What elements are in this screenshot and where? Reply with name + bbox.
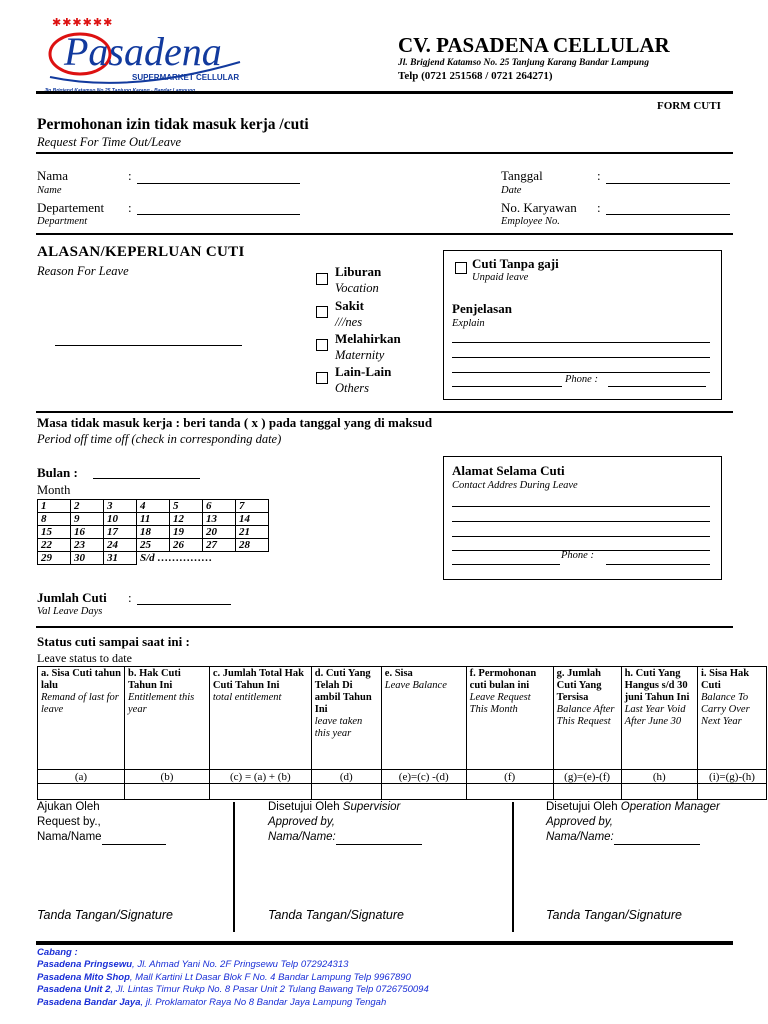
status-value-e[interactable] xyxy=(381,784,466,800)
logo-text: Pasadena xyxy=(64,29,222,74)
status-key: (d) xyxy=(311,770,381,784)
period-title: Masa tidak masuk kerja : beri tanda ( x ) pada tanggal yang di maksud xyxy=(37,415,433,430)
calendar-row xyxy=(38,552,269,565)
status-key: (c) = (a) + (b) xyxy=(209,770,311,784)
unpaid-phone-label: Phone : xyxy=(565,374,598,385)
calendar-day[interactable]: 23 xyxy=(71,539,104,552)
status-col-a: a. Sisa Cuti tahun lalu Remand of last for leave xyxy=(38,667,125,770)
requester-title: Ajukan Oleh xyxy=(37,801,100,813)
company-name: CV. PASADENA CELLULAR xyxy=(398,33,670,57)
calendar-row xyxy=(38,513,269,526)
calendar-day[interactable]: 8 xyxy=(38,513,71,526)
supervisor-title-role: Supervisior xyxy=(342,801,401,813)
supervisor-title: Disetujui Oleh xyxy=(268,801,340,813)
status-value-row xyxy=(38,784,767,800)
address-title: Alamat Selama Cuti xyxy=(452,463,565,478)
calendar-day[interactable]: 1 xyxy=(38,500,71,513)
total-leave-field[interactable] xyxy=(137,604,231,605)
total-leave-colon: : xyxy=(128,590,132,605)
address-contact-line[interactable] xyxy=(452,564,560,565)
status-col-i: i. Sisa Hak Cuti Balance To Carry Over Next Year xyxy=(697,667,766,770)
name-label: Nama xyxy=(37,168,69,183)
calendar-day[interactable]: 12 xyxy=(170,513,203,526)
fields-divider xyxy=(36,233,733,235)
department-label: Departement xyxy=(37,200,105,215)
footer-divider xyxy=(36,941,733,945)
status-value-f[interactable] xyxy=(466,784,553,800)
address-line-2[interactable] xyxy=(452,521,710,522)
calendar-day[interactable]: 6 xyxy=(203,500,236,513)
calendar-day[interactable]: 9 xyxy=(71,513,104,526)
reason-field[interactable] xyxy=(55,345,242,346)
signature-divider-2 xyxy=(512,802,514,932)
employee-no-colon: : xyxy=(597,200,601,215)
calendar-day[interactable]: 15 xyxy=(38,526,71,539)
status-key: (b) xyxy=(125,770,210,784)
address-line-1[interactable] xyxy=(452,506,710,507)
calendar-day[interactable]: 31 xyxy=(104,552,137,565)
calendar-range[interactable]: S/d …………… xyxy=(137,552,269,565)
supervisor-signature: Tanda Tangan/Signature xyxy=(268,908,404,922)
status-key: (i)=(g)-(h) xyxy=(697,770,766,784)
department-colon: : xyxy=(128,200,132,215)
calendar-day[interactable]: 11 xyxy=(137,513,170,526)
address-phone-label: Phone : xyxy=(561,550,594,561)
month-label-en: Month xyxy=(37,483,71,497)
date-label-en: Date xyxy=(501,185,522,196)
branch-item: Pasadena Bandar Jaya, jl. Proklamator Raya No 8 Bandar Jaya Lampung Tengah xyxy=(37,996,387,1008)
status-col-f: f. Permohonan cuti bulan ini Leave Request This Month xyxy=(466,667,553,770)
status-key: (f) xyxy=(466,770,553,784)
calendar-day[interactable]: 2 xyxy=(71,500,104,513)
supervisor-name-label: Nama/Name: xyxy=(268,831,336,843)
status-key: (h) xyxy=(621,770,697,784)
option-liburan: Liburan xyxy=(335,264,382,279)
branch-item: Pasadena Pringsewu, Jl. Ahmad Yani No. 2F Pringsewu Telp 072924313 xyxy=(37,959,349,971)
option-melahirkan-en: Maternity xyxy=(335,348,385,362)
manager-title-role: Operation Manager xyxy=(620,801,720,813)
option-melahirkan: Melahirkan xyxy=(335,331,401,346)
calendar-day[interactable]: 27 xyxy=(203,539,236,552)
checkbox-melahirkan[interactable] xyxy=(316,339,328,351)
requester-by: Request by., xyxy=(37,816,101,828)
explain-line-3[interactable] xyxy=(452,372,710,373)
branches-list xyxy=(37,947,429,1009)
name-colon: : xyxy=(128,168,132,183)
calendar-table xyxy=(37,499,269,565)
explain-label-en: Explain xyxy=(452,318,485,329)
status-value-g[interactable] xyxy=(553,784,621,800)
calendar-day[interactable]: 25 xyxy=(137,539,170,552)
company-address: Jl. Brigjend Katamso No. 25 Tanjung Karang Bandar Lampung xyxy=(398,58,649,68)
status-title-en: Leave status to date xyxy=(37,651,132,665)
manager-title: Disetujui Oleh xyxy=(546,801,618,813)
calendar-day[interactable]: 29 xyxy=(38,552,71,565)
calendar-row xyxy=(38,526,269,539)
unpaid-label-en: Unpaid leave xyxy=(472,272,529,283)
status-key: (e)=(c) -(d) xyxy=(381,770,466,784)
logo-stars: ✱✱✱✱✱✱ xyxy=(52,17,114,29)
calendar-day[interactable]: 22 xyxy=(38,539,71,552)
signature-block-requester xyxy=(37,800,166,845)
calendar-day[interactable]: 10 xyxy=(104,513,137,526)
option-lain-lain: Lain-Lain xyxy=(335,364,392,379)
name-label-en: Name xyxy=(37,185,62,196)
header-divider xyxy=(36,91,733,94)
status-col-b: b. Hak Cuti Tahun Ini Entitlement this year xyxy=(125,667,210,770)
calendar-day[interactable]: 16 xyxy=(71,526,104,539)
explain-label: Penjelasan xyxy=(452,301,512,316)
unpaid-phone-field[interactable] xyxy=(608,386,706,387)
date-field[interactable] xyxy=(606,183,730,184)
form-title: Permohonan izin tidak masuk kerja /cuti xyxy=(37,116,309,133)
status-key: (g)=(e)-(f) xyxy=(553,770,621,784)
status-value-a[interactable] xyxy=(38,784,125,800)
total-leave-label: Jumlah Cuti xyxy=(37,590,107,605)
status-value-h[interactable] xyxy=(621,784,697,800)
status-col-h: h. Cuti Yang Hangus s/d 30 juni Tahun Ini Last Year Void After June 30 xyxy=(621,667,697,770)
status-key-row xyxy=(38,770,767,784)
form-title-en: Request For Time Out/Leave xyxy=(37,135,182,149)
supervisor-by: Approved by, xyxy=(268,816,335,828)
total-leave-label-en: Val Leave Days xyxy=(37,606,103,617)
date-colon: : xyxy=(597,168,601,183)
employee-no-label: No. Karyawan xyxy=(501,200,577,215)
department-field[interactable] xyxy=(137,214,300,215)
unpaid-contact-line[interactable] xyxy=(452,386,562,387)
status-key: (a) xyxy=(38,770,125,784)
calendar-day[interactable]: 7 xyxy=(236,500,269,513)
status-col-c: c. Jumlah Total Hak Cuti Tahun Ini total entitlement xyxy=(209,667,311,770)
option-sakit-en: ///nes xyxy=(335,315,363,329)
unpaid-label: Cuti Tanpa gaji xyxy=(472,256,559,271)
checkbox-sakit[interactable] xyxy=(316,306,328,318)
employee-no-label-en: Employee No. xyxy=(501,216,560,227)
calendar-day[interactable]: 17 xyxy=(104,526,137,539)
department-label-en: Department xyxy=(37,216,88,227)
address-title-en: Contact Addres During Leave xyxy=(452,480,578,491)
option-lain-lain-en: Others xyxy=(335,381,370,395)
requester-name-field[interactable] xyxy=(102,844,166,845)
explain-line-2[interactable] xyxy=(452,357,710,358)
calendar-day[interactable]: 18 xyxy=(137,526,170,539)
explain-line-1[interactable] xyxy=(452,342,710,343)
calendar-day[interactable]: 28 xyxy=(236,539,269,552)
calendar-row xyxy=(38,500,269,513)
address-line-3[interactable] xyxy=(452,536,710,537)
calendar-day[interactable]: 24 xyxy=(104,539,137,552)
title-divider xyxy=(36,152,733,154)
reason-title-en: Reason For Leave xyxy=(37,264,129,278)
status-title: Status cuti sampai saat ini : xyxy=(37,634,190,649)
option-sakit: Sakit xyxy=(335,298,364,313)
address-phone-field[interactable] xyxy=(606,564,710,565)
period-title-en: Period off time off (check in corresponding date) xyxy=(37,432,282,446)
checkbox-lain-lain[interactable] xyxy=(316,372,328,384)
calendar-day[interactable]: 30 xyxy=(71,552,104,565)
branch-item: Pasadena Unit 2, Jl. Lintas Timur Rukp No. 8 Pasar Unit 2 Tulang Bawang Telp 0726750094 xyxy=(37,984,429,996)
calendar-day[interactable]: 26 xyxy=(170,539,203,552)
status-value-i[interactable] xyxy=(697,784,766,800)
calendar-day[interactable]: 14 xyxy=(236,513,269,526)
supervisor-name-field[interactable] xyxy=(336,844,422,845)
month-label: Bulan : xyxy=(37,465,78,480)
calendar-day[interactable]: 13 xyxy=(203,513,236,526)
manager-name-label: Nama/Name: xyxy=(546,831,614,843)
reason-divider xyxy=(36,411,733,413)
status-header-row xyxy=(38,667,767,770)
reason-title: ALASAN/KEPERLUAN CUTI xyxy=(37,244,245,260)
requester-name-label: Nama/Name xyxy=(37,831,102,843)
company-logo xyxy=(40,14,250,100)
month-field[interactable] xyxy=(93,478,200,479)
status-value-d[interactable] xyxy=(311,784,381,800)
period-divider xyxy=(36,626,733,628)
signature-block-manager xyxy=(546,800,720,845)
status-col-g: g. Jumlah Cuti Yang Tersisa Balance After This Request xyxy=(553,667,621,770)
status-col-d: d. Cuti Yang Telah Di ambil Tahun Ini leave taken this year xyxy=(311,667,381,770)
signature-block-supervisor xyxy=(268,800,422,845)
option-liburan-en: Vocation xyxy=(335,281,379,295)
branches-title: Cabang : xyxy=(37,947,78,958)
calendar-day[interactable]: 3 xyxy=(104,500,137,513)
form-code: FORM CUTI xyxy=(657,100,721,112)
company-phone: Telp (0721 251568 / 0721 264271) xyxy=(398,70,553,82)
logo-subtitle: SUPERMARKET CELLULAR xyxy=(132,73,240,82)
status-table xyxy=(37,666,767,800)
calendar-day[interactable]: 5 xyxy=(170,500,203,513)
status-value-c[interactable] xyxy=(209,784,311,800)
requester-signature: Tanda Tangan/Signature xyxy=(37,908,173,922)
calendar-day[interactable]: 20 xyxy=(203,526,236,539)
branch-item: Pasadena Mito Shop, Mall Kartini Lt Dasar Blok F No. 4 Bandar Lampung Telp 9967890 xyxy=(37,971,411,983)
status-col-e: e. Sisa Leave Balance xyxy=(381,667,466,770)
calendar-day[interactable]: 19 xyxy=(170,526,203,539)
checkbox-liburan[interactable] xyxy=(316,273,328,285)
date-label: Tanggal xyxy=(501,168,543,183)
manager-by: Approved by, xyxy=(546,816,613,828)
signature-divider-1 xyxy=(233,802,235,932)
employee-no-field[interactable] xyxy=(606,214,730,215)
calendar-row xyxy=(38,539,269,552)
status-value-b[interactable] xyxy=(125,784,210,800)
name-field[interactable] xyxy=(137,183,300,184)
calendar-day[interactable]: 4 xyxy=(137,500,170,513)
manager-name-field[interactable] xyxy=(614,844,700,845)
calendar-day[interactable]: 21 xyxy=(236,526,269,539)
manager-signature: Tanda Tangan/Signature xyxy=(546,908,682,922)
checkbox-unpaid[interactable] xyxy=(455,262,467,274)
